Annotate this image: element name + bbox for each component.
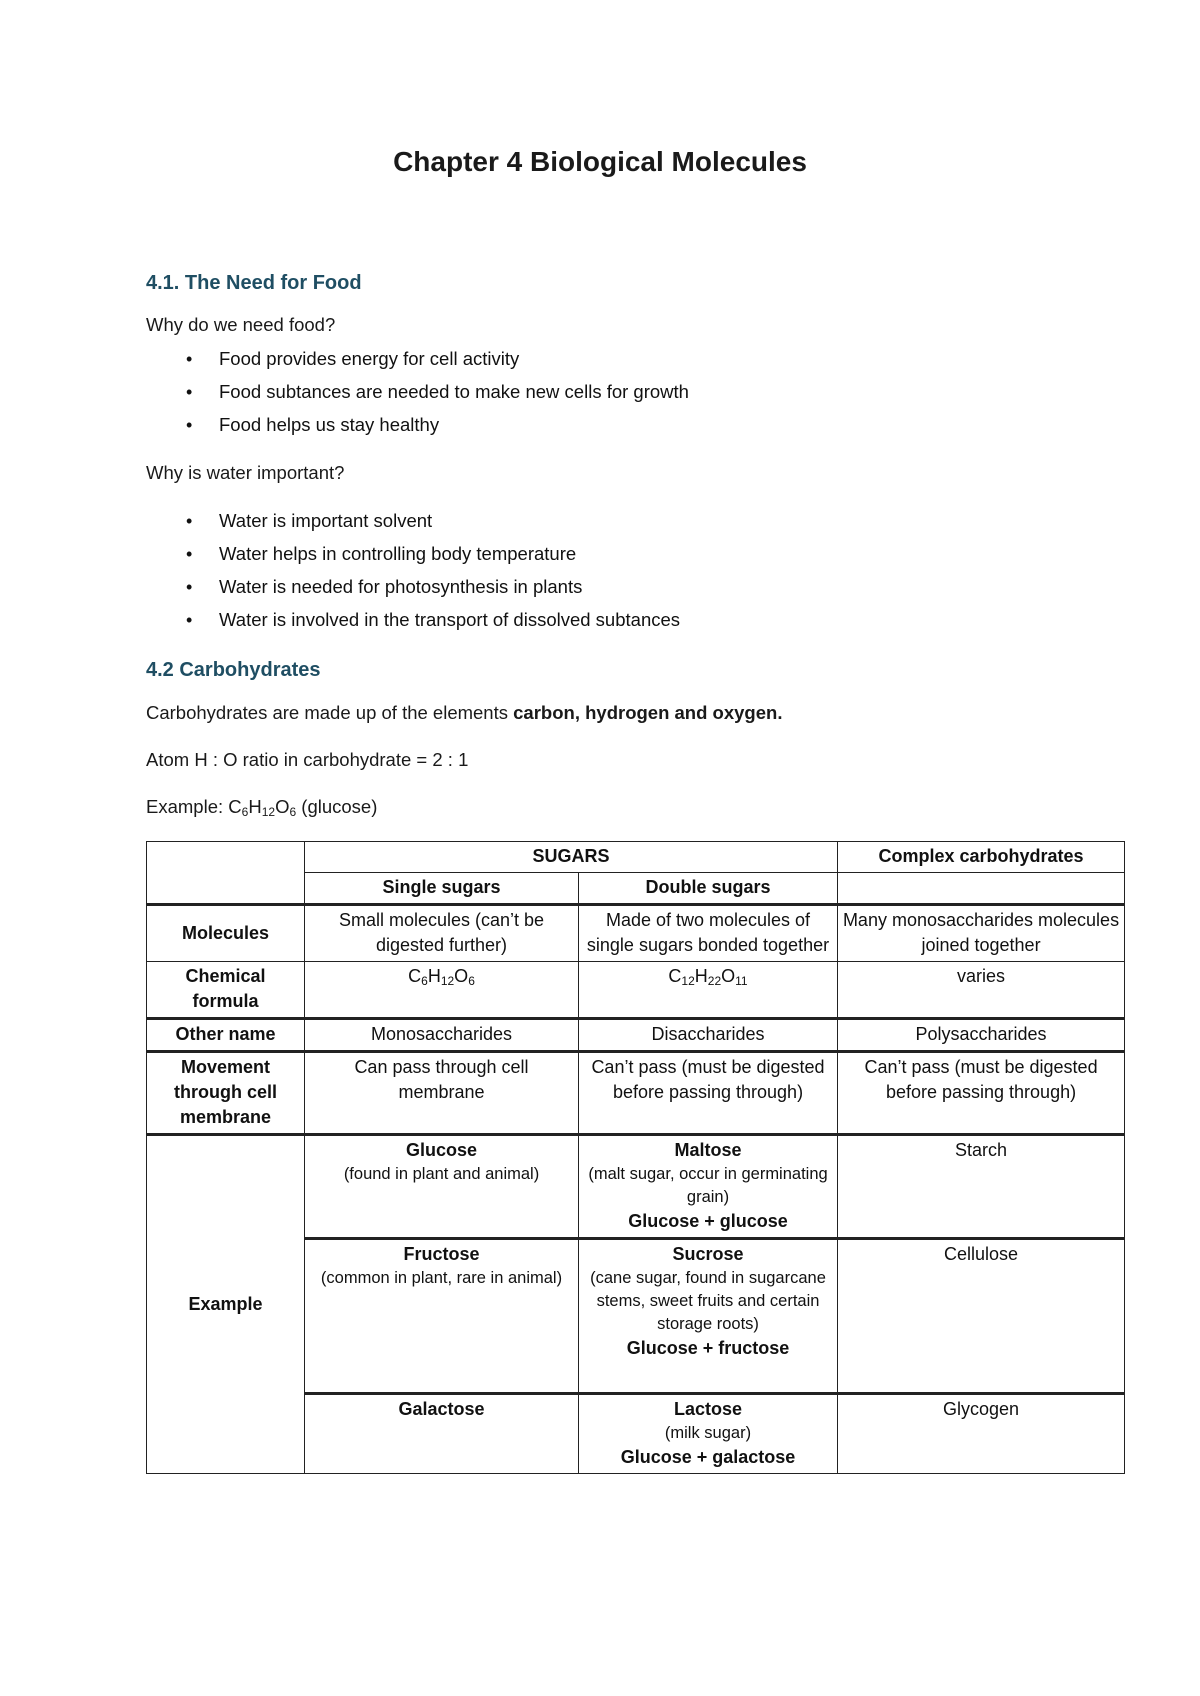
table-cell: Can’t pass (must be digested before passing through) <box>579 1052 838 1135</box>
row-label: Other name <box>147 1019 305 1052</box>
table-cell: Sucrose (cane sugar, found in sugarcane stems, sweet fruits and certain storage roots) Glucose + fructose <box>579 1239 838 1394</box>
table-cell: Many monosaccharides molecules joined together <box>838 905 1125 962</box>
carbohydrate-comparison-table <box>146 841 1125 1474</box>
list-item: • Food provides energy for cell activity <box>146 348 689 381</box>
list-item: • Water is important solvent <box>146 510 680 543</box>
section-heading-carbohydrates: 4.2 Carbohydrates <box>146 659 321 681</box>
list-item: • Water is needed for photosynthesis in plants <box>146 576 680 609</box>
table-cell: Starch <box>838 1135 1125 1239</box>
hydrogen-oxygen-ratio: Atom H : O ratio in carbohydrate = 2 : 1 <box>146 749 469 770</box>
table-cell: Lactose (milk sugar) Glucose + galactose <box>579 1394 838 1474</box>
table-cell: $C_6H_{12}O_6$ <box>305 962 579 1019</box>
glucose-example-formula: Example: $C_6H_{12}O_6$ (glucose) <box>146 796 378 819</box>
water-bullet-list <box>146 510 680 642</box>
row-label: Example <box>147 1135 305 1474</box>
table-cell: varies <box>838 962 1125 1019</box>
table-row <box>147 905 1125 962</box>
single-sugars-header: Single sugars <box>305 873 579 905</box>
empty-corner-cell <box>147 842 305 905</box>
row-label: Molecules <box>147 905 305 962</box>
sugars-header: SUGARS <box>305 842 838 873</box>
elements-bold-text: carbon, hydrogen and oxygen. <box>513 702 783 723</box>
section-heading-need-for-food: 4.1. The Need for Food <box>146 272 362 294</box>
table-cell: Made of two molecules of single sugars bonded together <box>579 905 838 962</box>
table-cell: Glycogen <box>838 1394 1125 1474</box>
complex-carbohydrates-header: Complex carbohydrates <box>838 842 1125 873</box>
intro-text: Carbohydrates are made up of the elements <box>146 702 514 723</box>
table-cell: $C_{12}H_{22}O_{11}$ <box>579 962 838 1019</box>
table-cell: Cellulose <box>838 1239 1125 1394</box>
question-why-food: Why do we need food? <box>146 314 336 335</box>
page-title: Chapter 4 Biological Molecules <box>393 146 807 177</box>
row-label: Movement through cell membrane <box>147 1052 305 1135</box>
table-cell: Disaccharides <box>579 1019 838 1052</box>
table-cell: Can pass through cell membrane <box>305 1052 579 1135</box>
list-item: • Food helps us stay healthy <box>146 414 689 447</box>
list-item: • Water is involved in the transport of dissolved subtances <box>146 609 680 642</box>
table-cell: Polysaccharides <box>838 1019 1125 1052</box>
table-header-row <box>147 842 1125 873</box>
table-row <box>147 962 1125 1019</box>
carbohydrate-elements-text <box>146 702 782 724</box>
table-row <box>147 1019 1125 1052</box>
empty-subheader-cell <box>838 873 1125 905</box>
double-sugars-header: Double sugars <box>579 873 838 905</box>
table-cell: Small molecules (can’t be digested further) <box>305 905 579 962</box>
table-cell: Maltose (malt sugar, occur in germinating grain) Glucose + glucose <box>579 1135 838 1239</box>
table-cell: Glucose (found in plant and animal) <box>305 1135 579 1239</box>
table-row <box>147 1135 1125 1239</box>
food-bullet-list <box>146 348 689 447</box>
table-cell: Can’t pass (must be digested before passing through) <box>838 1052 1125 1135</box>
question-why-water: Why is water important? <box>146 462 345 483</box>
table-cell: Fructose (common in plant, rare in animal) <box>305 1239 579 1394</box>
table-cell: Monosaccharides <box>305 1019 579 1052</box>
list-item: • Water helps in controlling body temperature <box>146 543 680 576</box>
table-cell: Galactose <box>305 1394 579 1474</box>
row-label: Chemical formula <box>147 962 305 1019</box>
list-item: • Food subtances are needed to make new cells for growth <box>146 381 689 414</box>
table-row <box>147 1052 1125 1135</box>
